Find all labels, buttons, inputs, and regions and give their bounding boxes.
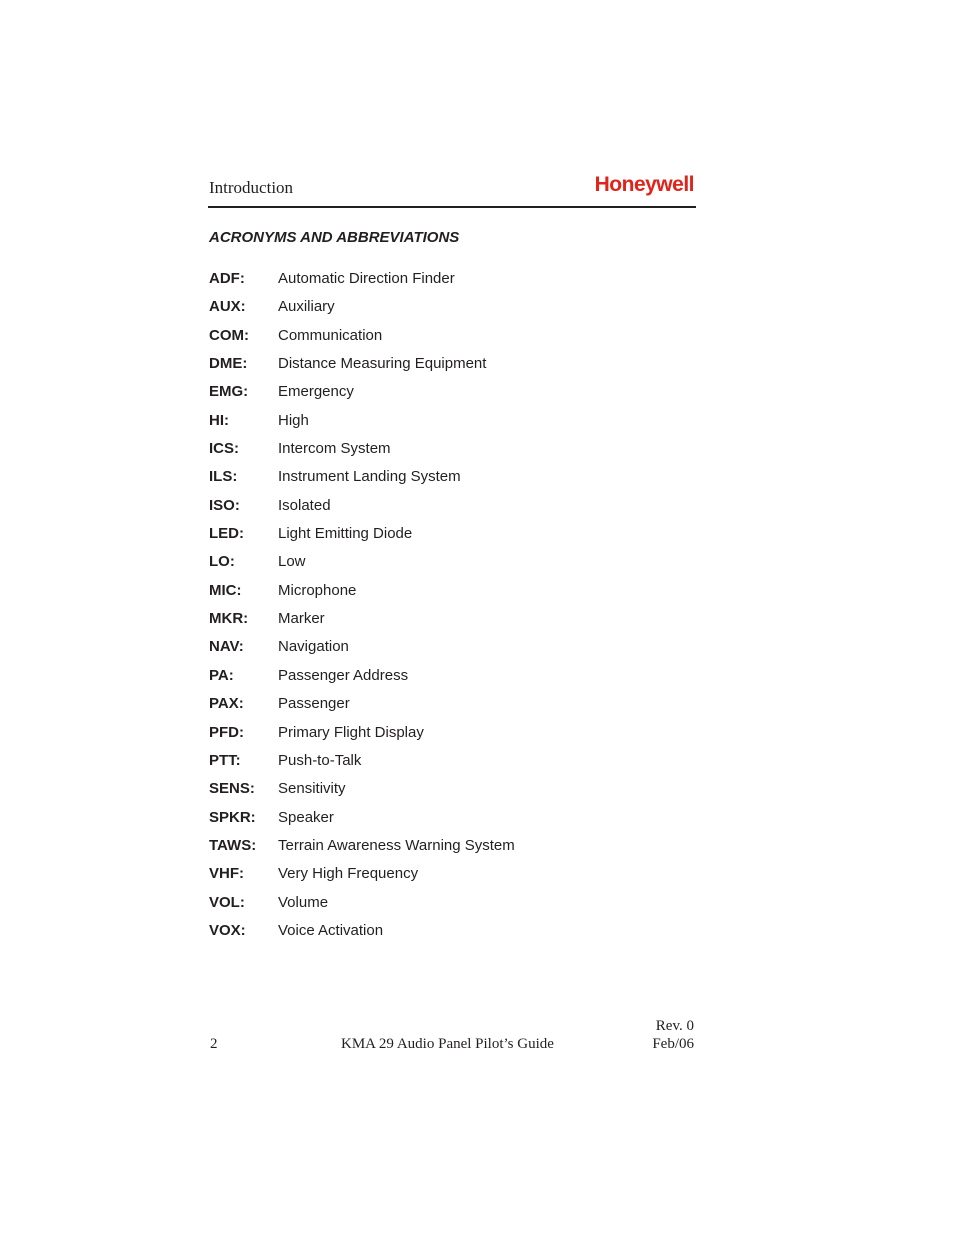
acronym-row <box>209 691 689 719</box>
acronym-row <box>209 861 689 889</box>
acronym-definition: Communication <box>278 326 383 344</box>
acronym-term: SENS: <box>209 780 255 798</box>
acronym-term: MKR: <box>209 610 249 628</box>
acronym-term: PTT: <box>209 751 241 769</box>
acronym-definition: Passenger <box>278 695 350 713</box>
acronym-definition: Very High Frequency <box>278 865 419 883</box>
acronym-row <box>209 436 689 464</box>
acronym-definition: Microphone <box>278 581 357 599</box>
acronym-term: EMG: <box>209 383 249 401</box>
acronym-row <box>209 351 689 379</box>
acronym-row <box>209 294 689 322</box>
acronym-definition: Volume <box>278 893 329 911</box>
acronym-definition: Terrain Awareness Warning System <box>278 836 515 854</box>
acronym-row <box>209 805 689 833</box>
acronym-row <box>209 606 689 634</box>
acronym-row <box>209 408 689 436</box>
acronym-row <box>209 634 689 662</box>
revision-block <box>652 1017 694 1053</box>
acronym-term: PAX: <box>209 695 244 713</box>
acronym-term: SPKR: <box>209 808 256 826</box>
acronym-row <box>209 748 689 776</box>
document-title: KMA 29 Audio Panel Pilot’s Guide <box>341 1036 554 1052</box>
page-number: 2 <box>210 1036 218 1052</box>
acronym-definition: Marker <box>278 610 325 628</box>
acronym-term: ILS: <box>209 468 238 486</box>
acronym-row <box>209 918 689 946</box>
acronym-term: ISO: <box>209 496 240 514</box>
acronym-definition: Emergency <box>278 383 354 401</box>
acronym-list <box>209 266 689 946</box>
acronym-term: HI: <box>209 411 229 429</box>
acronym-term: TAWS: <box>209 836 257 854</box>
acronym-term: ADF: <box>209 270 245 287</box>
acronym-definition: Auxiliary <box>278 298 335 316</box>
acronym-definition: Instrument Landing System <box>278 468 461 486</box>
acronym-definition: Low <box>278 553 306 571</box>
acronym-definition: Isolated <box>278 496 331 514</box>
acronym-definition: Sensitivity <box>278 780 346 798</box>
acronym-definition: Push-to-Talk <box>278 751 362 769</box>
honeywell-logo: Honeywell <box>594 173 694 196</box>
acronym-definition: Automatic Direction Finder <box>278 270 455 287</box>
acronym-term: ICS: <box>209 440 239 458</box>
acronym-row <box>209 833 689 861</box>
acronym-row <box>209 323 689 351</box>
acronym-term: VOX: <box>209 921 246 939</box>
acronym-row <box>209 549 689 577</box>
section-title: Introduction <box>209 178 294 197</box>
acronym-row <box>209 578 689 606</box>
acronym-definition: Voice Activation <box>278 921 384 939</box>
acronym-row <box>209 493 689 521</box>
acronym-term: LO: <box>209 553 235 571</box>
acronym-row <box>209 266 689 294</box>
acronym-term: PFD: <box>209 723 244 741</box>
acronym-definition: High <box>278 411 309 429</box>
acronym-row <box>209 776 689 804</box>
acronym-term: LED: <box>209 525 244 543</box>
acronym-row <box>209 890 689 918</box>
acronym-row <box>209 464 689 492</box>
acronym-definition: Distance Measuring Equipment <box>278 355 487 373</box>
revision-label: Rev. 0 <box>655 1018 694 1034</box>
acronym-term: COM: <box>209 326 249 344</box>
acronym-row <box>209 379 689 407</box>
acronym-definition: Primary Flight Display <box>278 723 424 741</box>
acronym-row <box>209 521 689 549</box>
acronym-term: VOL: <box>209 893 245 911</box>
revision-date: Feb/06 <box>652 1036 694 1052</box>
acronym-definition: Speaker <box>278 808 334 826</box>
acronym-definition: Passenger Address <box>278 666 409 684</box>
acronym-term: AUX: <box>209 298 246 316</box>
page-header <box>208 170 696 208</box>
acronym-term: MIC: <box>209 581 242 599</box>
acronym-definition: Navigation <box>278 638 349 656</box>
acronyms-heading: ACRONYMS AND ABBREVIATIONS <box>209 229 460 246</box>
acronym-term: PA: <box>209 666 234 684</box>
acronym-term: NAV: <box>209 638 244 656</box>
acronym-term: VHF: <box>209 865 244 883</box>
acronym-term: DME: <box>209 355 248 373</box>
acronym-definition: Light Emitting Diode <box>278 525 413 543</box>
acronym-row <box>209 720 689 748</box>
acronym-definition: Intercom System <box>278 440 391 458</box>
acronym-row <box>209 663 689 691</box>
